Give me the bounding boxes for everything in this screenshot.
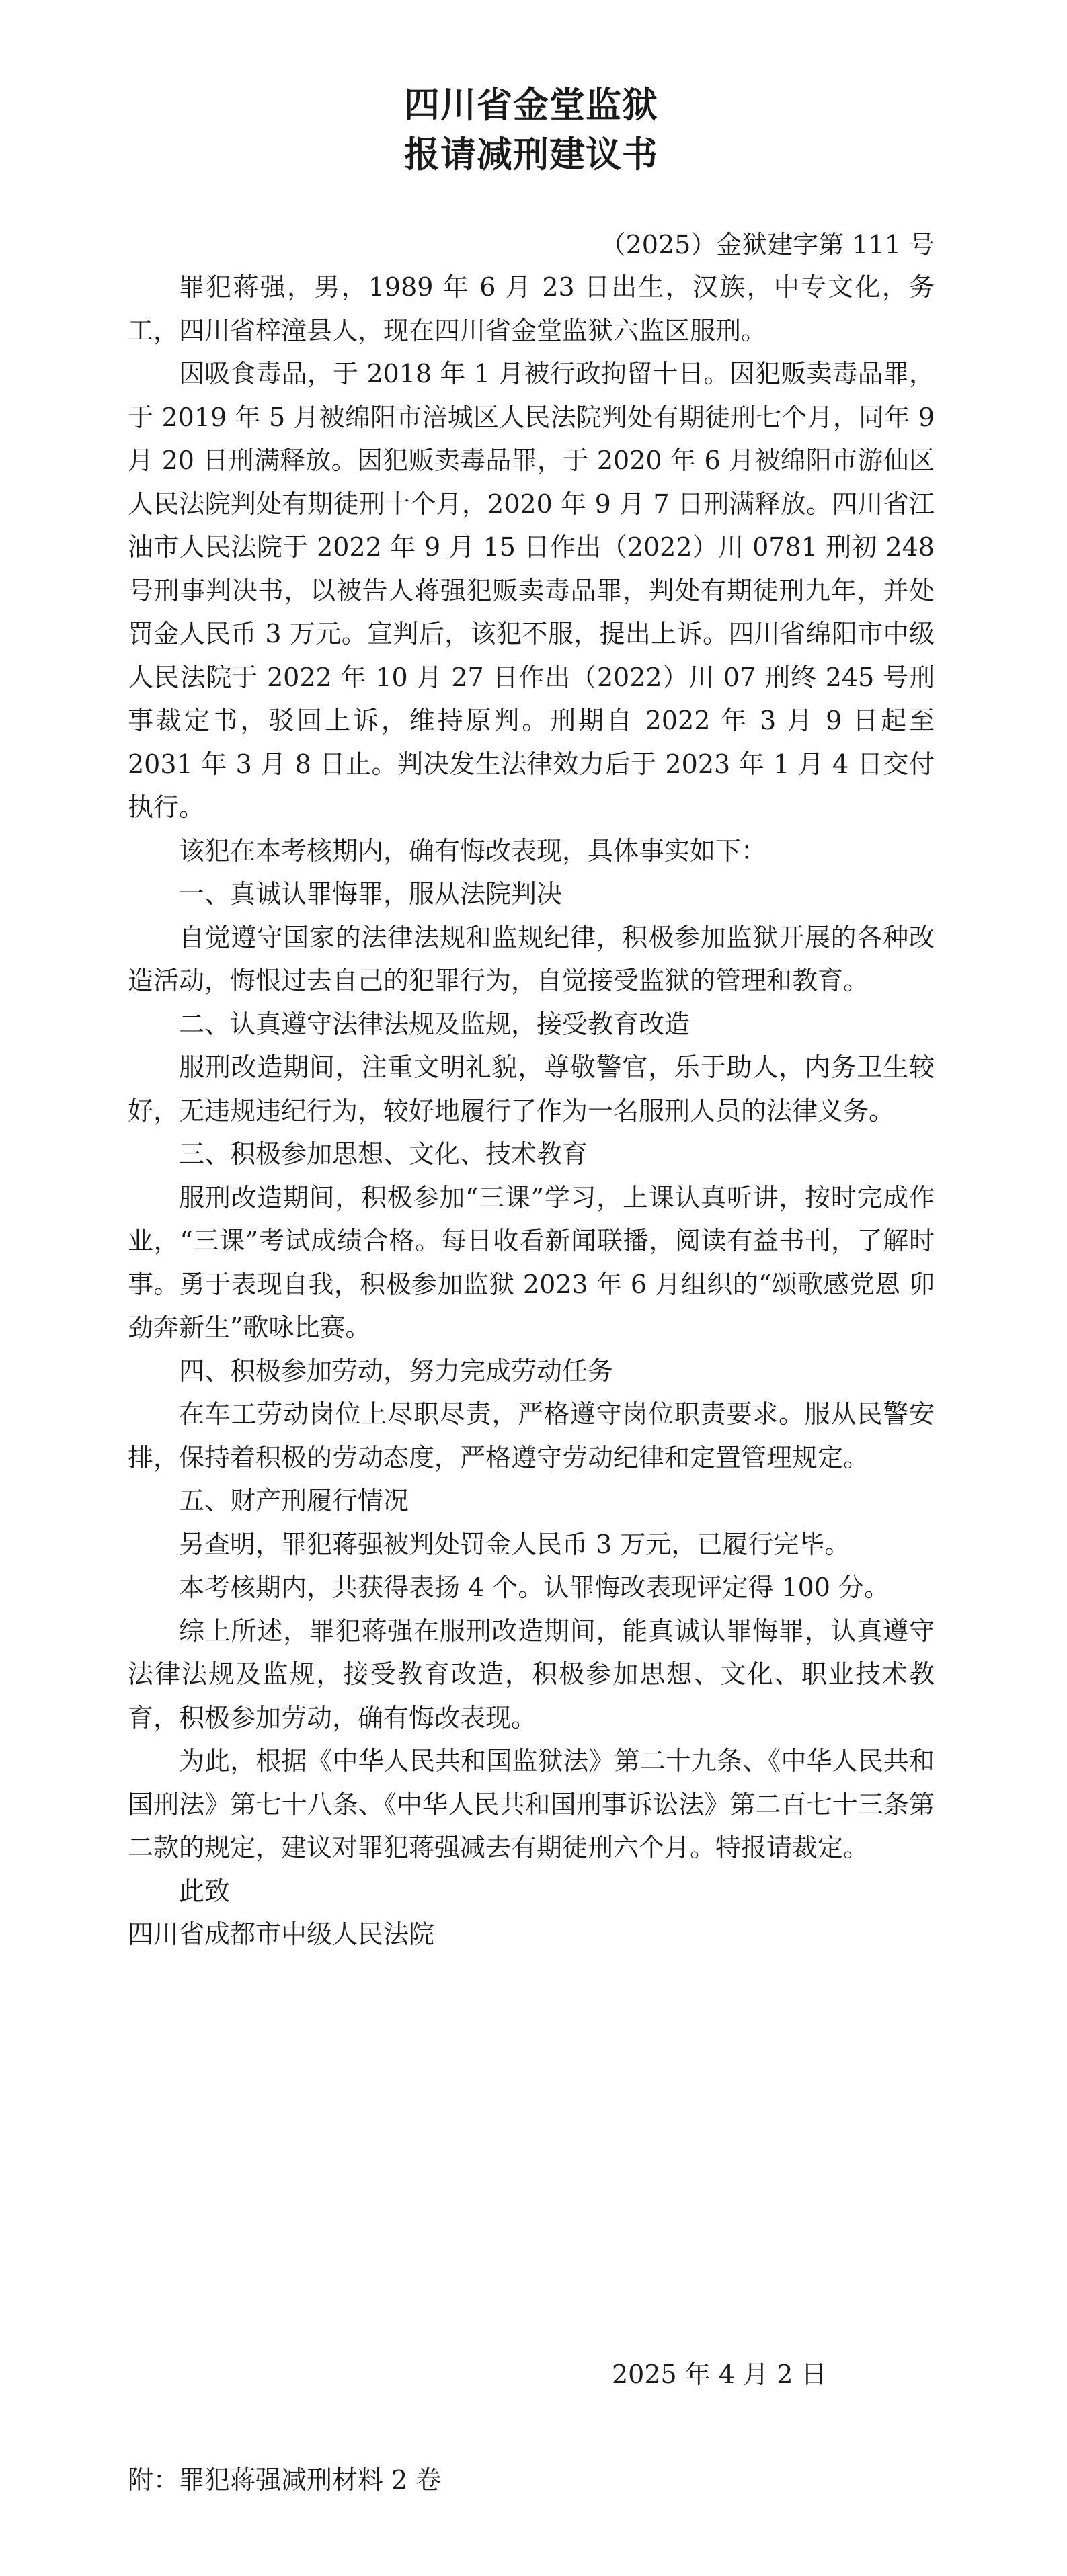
- paragraph-criminal-history: 因吸食毒品，于 2018 年 1 月被行政拘留十日。因犯贩卖毒品罪，于 2019 年 5 月被绵阳市涪城区人民法院判处有期徒刑七个月，同年 9 月 20 日刑满释放。因犯贩卖毒品罪，于 2020 年 6 月被绵阳市游仙区人民法院判处有期徒刑十个月，2020 年 9 月 7 日刑满释放。四川省江油市人民法院于 2022 年 9 月 15 日作出（2022）川 0781 刑初 248 号刑事判决书，以被告人蒋强犯贩卖毒品罪，判处有期徒刑九年，并处罚金人民币 3 万元。宣判后，该犯不服，提出上诉。四川省绵阳市中级人民法院于 2022 年 10 月 27 日作出（2022）川 07 刑终 245 号刑事裁定书，驳回上诉，维持原判。刑期自 2022 年 3 月 9 日起至 2031 年 3 月 8 日止。判决发生法律效力后于 2023 年 1 月 4 日交付执行。: [128, 359, 935, 822]
- document-title: [128, 81, 935, 180]
- section-heading-1: 一、真诚认罪悔罪，服从法院判决: [179, 879, 563, 909]
- section-heading-2: 二、认真遵守法律法规及监规，接受教育改造: [179, 1009, 690, 1039]
- section-heading-3: 三、积极参加思想、文化、技术教育: [179, 1139, 588, 1169]
- paragraph-intro-facts: 该犯在本考核期内，确有悔改表现，具体事实如下：: [179, 835, 767, 866]
- attachment-note: 附：罪犯蒋强减刑材料 2 卷: [128, 2465, 442, 2495]
- paragraph-section-4: 在车工劳动岗位上尽职尽责，严格遵守岗位职责要求。服从民警安排，保持着积极的劳动态度，严格遵守劳动纪律和定置管理规定。: [128, 1399, 935, 1472]
- document-number: （2025）金狱建字第 111 号: [600, 230, 935, 259]
- section-heading-5: 五、财产刑履行情况: [179, 1486, 409, 1515]
- paragraph-section-3: 服刑改造期间，积极参加“三课”学习，上课认真听讲，按时完成作业，“三课”考试成绩合格。每日收看新闻联播，阅读有益书刊，了解时事。勇于表现自我，积极参加监狱 2023 年 6 月组织的“颂歌感党恩 卯劲奔新生”歌咏比赛。: [128, 1182, 935, 1342]
- paragraph-salutation: 此致: [179, 1876, 231, 1906]
- paragraph-section-2: 服刑改造期间，注重文明礼貌，尊敬警官，乐于助人，内务卫生较好，无违规违纪行为，较好地履行了作为一名服刑人员的法律义务。: [128, 1052, 935, 1126]
- paragraph-recommendation: 为此，根据《中华人民共和国监狱法》第二十九条、《中华人民共和国刑法》第七十八条、《中华人民共和国刑事诉讼法》第二百七十三条第二款的规定，建议对罪犯蒋强减去有期徒刑六个月。特报请裁定。: [128, 1746, 935, 1862]
- paragraph-fine-paid: 另查明，罪犯蒋强被判处罚金人民币 3 万元，已履行完毕。: [179, 1529, 851, 1559]
- paragraph-commendations: 本考核期内，共获得表扬 4 个。认罪悔改表现评定得 100 分。: [179, 1573, 890, 1602]
- paragraph-summary: 综上所述，罪犯蒋强在服刑改造期间，能真诚认罪悔罪，认真遵守法律法规及监规，接受教育改造，积极参加思想、文化、职业技术教育，积极参加劳动，确有悔改表现。: [128, 1616, 935, 1733]
- title-line-1: 四川省金堂监狱: [404, 85, 658, 126]
- document-body: [128, 265, 935, 1956]
- paragraph-personal-info: 罪犯蒋强，男，1989 年 6 月 23 日出生，汉族，中专文化，务工，四川省梓潼县人，现在四川省金堂监狱六监区服刑。: [128, 272, 935, 345]
- section-heading-4: 四、积极参加劳动，努力完成劳动任务: [179, 1356, 614, 1386]
- recipient-court: 四川省成都市中级人民法院: [128, 1919, 435, 1949]
- paragraph-section-1: 自觉遵守国家的法律法规和监规纪律，积极参加监狱开展的各种改造活动，悔恨过去自己的犯罪行为，自觉接受监狱的管理和教育。: [128, 922, 935, 995]
- document-date: 2025 年 4 月 2 日: [612, 2360, 827, 2389]
- title-line-2: 报请减刑建议书: [404, 134, 658, 175]
